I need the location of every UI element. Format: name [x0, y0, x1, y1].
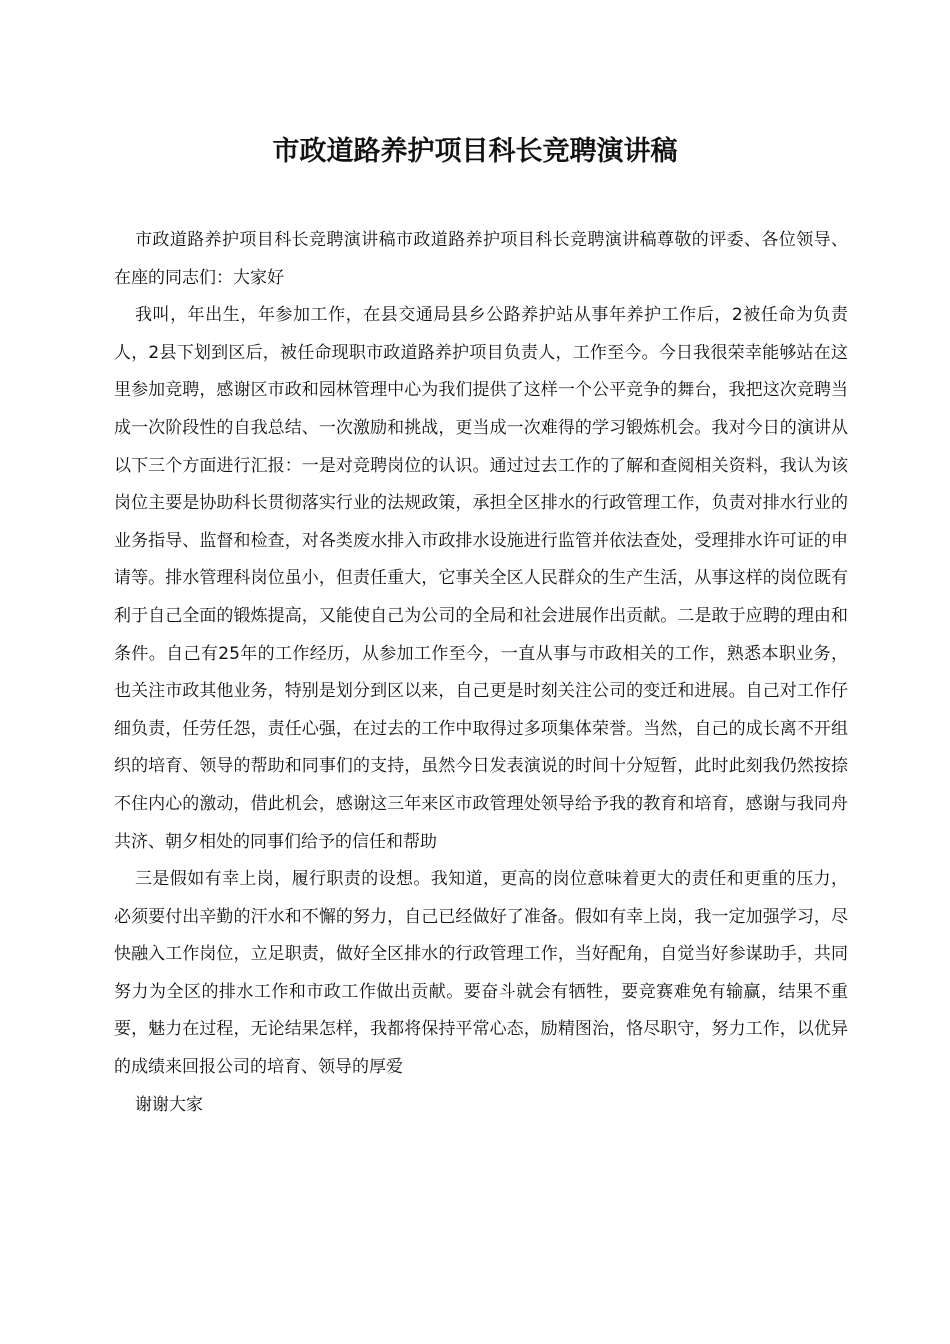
paragraph-plan: 三是假如有幸上岗，履行职责的设想。我知道，更高的岗位意味着更大的责任和更重的压力，必须要付出辛勤的汗水和不懈的努力，自己已经做好了准备。假如有幸上岗，我一定加强学习，尽快融入工作岗位，立足职责，做好全区排水的行政管理工作，当好配角，自觉当好参谋助手，共同努力为全区的排水工作和市政工作做出贡献。要奋斗就会有牺牲，要竞赛难免有输赢，结果不重要，魅力在过程，无论结果怎样，我都将保持平常心态，励精图治，恪尽职守，努力工作，以优异的成绩来回报公司的培育、领导的厚爱	[114, 869, 848, 1078]
paragraph-introduction: 我叫，年出生，年参加工作，在县交通局县乡公路养护站从事年养护工作后，2被任命为负责人，2县下划到区后，被任命现职市政道路养护项目负责人，工作至今。今日我很荣幸能够站在这里参加竞聘，感谢区市政和园林管理中心为我们提供了这样一个公平竞争的舞台，我把这次竞聘当成一次阶段性的自我总结、一次激励和挑战，更当成一次难得的学习锻炼机会。我对今日的演讲从以下三个方面进行汇报：一是对竞聘岗位的认识。通过过去工作的了解和查阅相关资料，我认为该岗位主要是协助科长贯彻落实行业的法规政策，承担全区排水的行政管理工作，负责对排水行业的业务指导、监督和检查，对各类废水排入市政排水设施进行监管并依法查处，受理排水许可证的申请等。排水管理科岗位虽小，但责任重大，它事关全区人民群众的生产生活，从事这样的岗位既有利于自己全面的锻炼提高，又能使自己为公司的全局和社会进展作出贡献。二是敢于应聘的理由和条件。自己有25年的工作经历，从参加工作至今，一直从事与市政相关的工作，熟悉本职业务，也关注市政其他业务，特别是划分到区以来，自己更是时刻关注公司的变迁和进展。自己对工作仔细负责，任劳任怨，责任心强，在过去的工作中取得过多项集体荣誉。当然，自己的成长离不开组织的培育、领导的帮助和同事们的支持，虽然今日发表演说的时间十分短暂，此时此刻我仍然按捺不住内心的激动，借此机会，感谢这三年来区市政管理处领导给予我的教育和培育，感谢与我同舟共济、朝夕相处的同事们给予的信任和帮助	[114, 305, 848, 852]
document-body	[114, 222, 848, 1124]
paragraph-closing: 谢谢大家	[135, 1094, 203, 1115]
document-title: 市政道路养护项目科长竞聘演讲稿	[272, 136, 678, 167]
paragraph-opening: 市政道路养护项目科长竞聘演讲稿市政道路养护项目科长竞聘演讲稿尊敬的评委、各位领导、在座的同志们：大家好	[114, 230, 848, 288]
